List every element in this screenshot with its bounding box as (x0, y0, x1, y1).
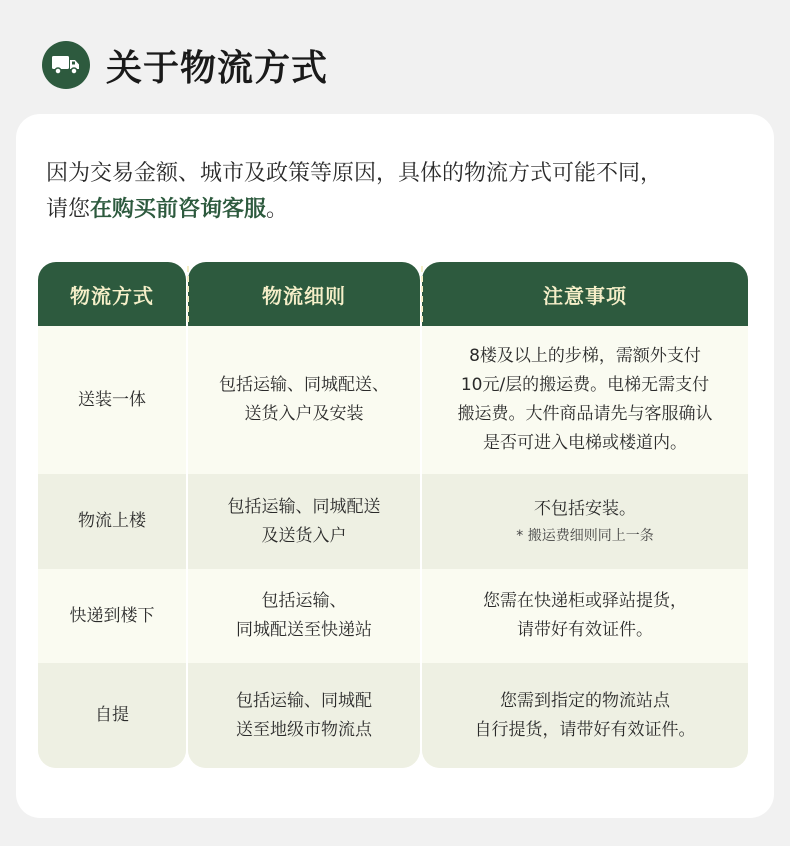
intro-text (46, 156, 746, 228)
intro-suffix: 。 (266, 197, 289, 222)
notes-sub-line: * 搬运费细则同上一条 (516, 528, 654, 544)
header-method: 物流方式 (38, 262, 186, 326)
notes-line: 是否可进入电梯或楼道内。 (483, 433, 687, 453)
details-line: 包括运输、 (261, 591, 347, 611)
cell-notes (422, 474, 748, 569)
truck-badge (42, 41, 90, 89)
intro-line-1: 因为交易金额、城市及政策等原因，具体的物流方式可能不同， (46, 161, 663, 186)
column-notes (422, 262, 748, 768)
cell-notes (422, 663, 748, 768)
page-title: 关于物流方式 (106, 47, 329, 89)
method-text: 快递到楼下 (69, 605, 155, 626)
details-line: 及送货入户 (261, 525, 347, 546)
cell-method (38, 474, 186, 569)
header-divider (187, 266, 189, 322)
notes-line: 自行提货，请带好有效证件。 (474, 719, 696, 740)
notes-line: 您需到指定的物流站点 (500, 690, 670, 711)
truck-icon (51, 54, 81, 76)
method-text: 送装一体 (78, 389, 146, 410)
details-line: 包括运输、同城配送、 (219, 375, 389, 395)
notes-line: 10元/层的搬运费。电梯无需支付 (460, 375, 710, 395)
notes-line: 请带好有效证件。 (517, 620, 653, 640)
cell-notes (422, 326, 748, 474)
notes-line: 搬运费。大件商品请先与客服确认 (457, 404, 713, 424)
cell-method (38, 326, 186, 474)
column-details (188, 262, 420, 768)
cell-notes (422, 569, 748, 663)
intro-prefix: 请您 (46, 197, 91, 222)
cell-details (188, 663, 420, 768)
cell-details (188, 326, 420, 474)
column-method (38, 262, 186, 768)
section-header (42, 40, 328, 90)
header-divider (421, 266, 423, 322)
cell-method (38, 569, 186, 663)
header-details: 物流细则 (188, 262, 420, 326)
details-line: 送货入户及安装 (244, 404, 364, 424)
cell-details (188, 474, 420, 569)
content-card (16, 114, 774, 818)
logistics-table (38, 262, 748, 768)
details-line: 包括运输、同城配送 (227, 496, 381, 517)
intro-line-2 (46, 192, 746, 228)
details-line: 同城配送至快递站 (236, 620, 372, 640)
cell-method (38, 663, 186, 768)
notes-line: 不包括安装。 (534, 499, 636, 519)
method-text: 自提 (95, 705, 129, 725)
intro-highlight: 在购买前咨询客服 (90, 197, 267, 222)
cell-details (188, 569, 420, 663)
header-notes: 注意事项 (422, 262, 748, 326)
notes-line: 8楼及以上的步梯，需额外支付 (469, 346, 701, 366)
details-line: 包括运输、同城配 (236, 690, 372, 711)
method-text: 物流上楼 (78, 511, 146, 531)
notes-line: 您需在快递柜或驿站提货， (483, 591, 687, 611)
details-line: 送至地级市物流点 (236, 719, 372, 740)
